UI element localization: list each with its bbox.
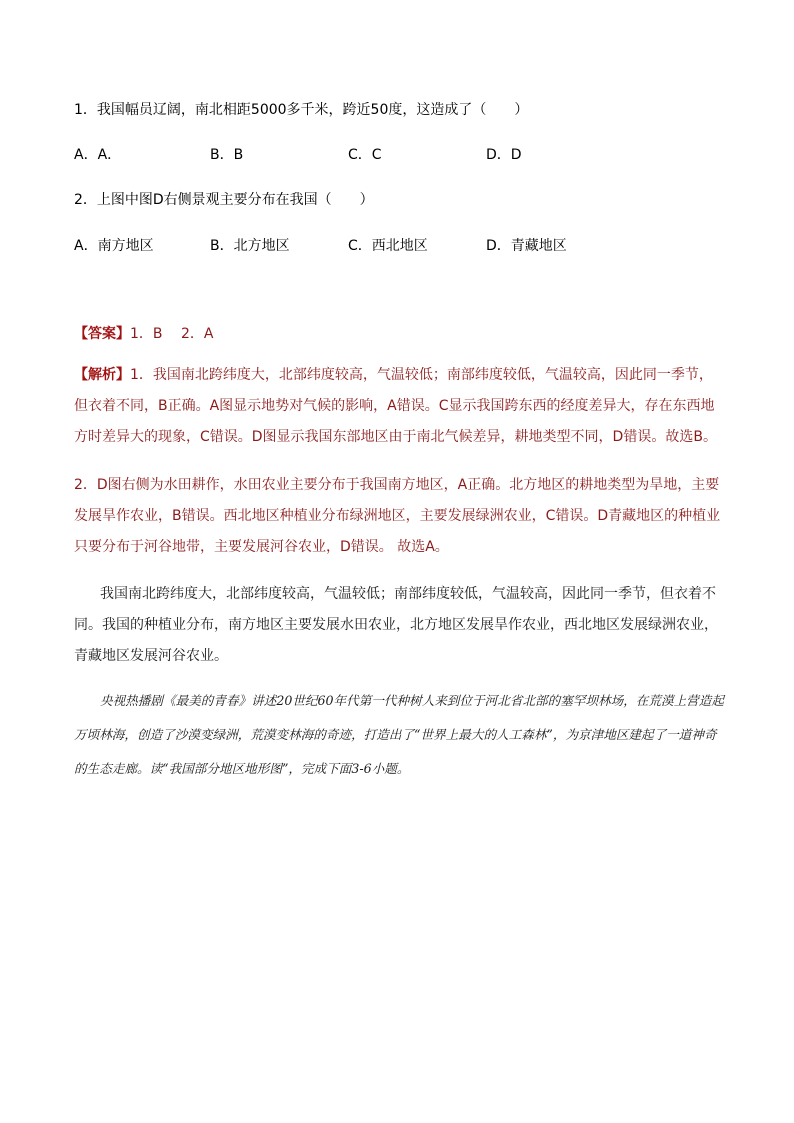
analysis-tag: 【解析】 — [74, 367, 130, 383]
question-2-option-b: B．北方地区 — [210, 238, 290, 254]
question-1-stem: 1．我国幅员辽阔，南北相距5000多千米，跨近50度，这造成了（ ） — [74, 102, 529, 118]
question-2-option-d: D．青藏地区 — [486, 238, 567, 254]
question-2-stem: 2．上图中图D右侧景观主要分布在我国（ ） — [74, 192, 374, 208]
question-1-option-b: B．B — [210, 147, 244, 163]
answer-text: 1．B 2．A — [130, 326, 214, 342]
answer-tag: 【答案】 — [74, 326, 130, 342]
summary-paragraph: 我国南北跨纬度大，北部纬度较高，气温较低；南部纬度较低，气温较高，因此同一季节，但衣着不同。我国的种植业分布，南方地区主要发展水田农业，北方地区发展旱作农业，西北地区发展绿洲农业，青藏地区发展河谷农业。 — [74, 586, 718, 664]
question-1-option-a: A．A． — [74, 147, 122, 163]
question-1-option-d: D．D — [486, 147, 522, 163]
question-1-option-c: C．C — [348, 147, 382, 163]
passage-intro: 央视热播剧《最美的青春》讲述20世纪60年代第一代种树人来到位于河北省北部的塞罕坝林场，在荒漠上营造起万顷林海，创造了沙漠变绿洲，荒漠变林海的奇迹，打造出了“世界上最大的人工森林”，为京津地区建起了一道神奇的生态走廊。读“我国部分地区地形图”，完成下面3-6小题。 — [74, 693, 724, 776]
question-2-option-c: C．西北地区 — [348, 238, 428, 254]
analysis-part-2: 2．D图右侧为水田耕作，水田农业主要分布于我国南方地区，A正确。北方地区的耕地类型为旱地，主要发展旱作农业，B错误。西北地区种植业分布绿洲地区，主要发展绿洲农业，C错误。D青藏地区的种植业只要分布于河谷地带，主要发展河谷农业，D错误。 故选A。 — [74, 477, 721, 555]
analysis-part-1 — [74, 360, 724, 453]
question-2-option-a: A．南方地区 — [74, 238, 154, 254]
analysis-text-1: 1．我国南北跨纬度大，北部纬度较高，气温较低；南部纬度较低，气温较高，因此同一季节，但衣着不同，B正确。A图显示地势对气候的影响，A错误。C显示我国跨东西的经度差异大，存在东西地方时差异大的现象，C错误。D图显示我国东部地区由于南北气候差异，耕地类型不同，D错误。故选B。 — [74, 367, 717, 445]
answer-line — [74, 324, 213, 344]
